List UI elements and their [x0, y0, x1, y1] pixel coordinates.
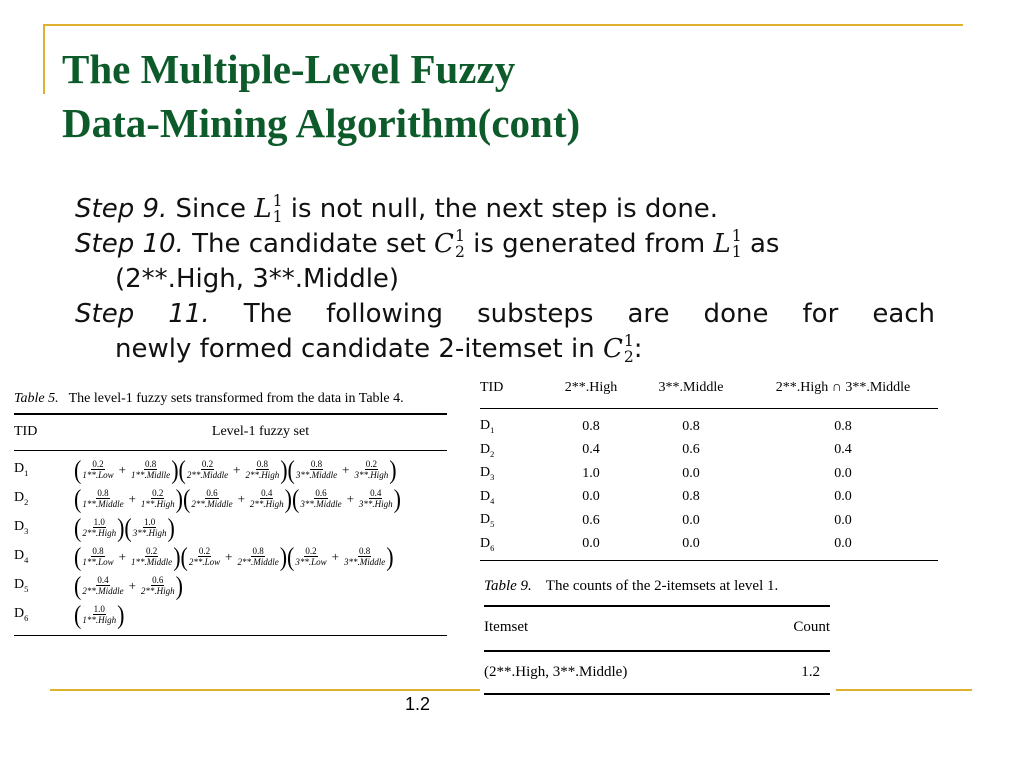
value-cell: 0.8: [834, 418, 852, 434]
open-paren: (: [178, 453, 186, 484]
left-accent-line: [43, 24, 45, 94]
plus-sign: +: [237, 490, 245, 506]
table-row: [14, 484, 447, 513]
fuzzy-set-expression: [74, 598, 125, 629]
plus-sign: +: [118, 461, 126, 477]
title-line-2: Data-Mining Algorithm(cont): [62, 100, 581, 146]
region-label: 3**.High: [354, 470, 389, 480]
set-l-symbol: L 1 1: [254, 192, 283, 226]
header-cell: 2**.High: [564, 380, 618, 395]
header-itemset: Itemset: [484, 619, 529, 635]
plus-sign: +: [128, 577, 136, 593]
region-label: 1**.Middle: [82, 499, 124, 509]
membership-value: 0.2: [92, 459, 104, 469]
value-cell: 0.0: [582, 489, 600, 505]
table-row: [480, 462, 938, 486]
close-paren: ): [173, 540, 181, 571]
table-row: [14, 571, 447, 600]
table-5-body: [14, 451, 447, 635]
fuzzy-group: [292, 482, 401, 513]
region-label: 2**.Middle: [82, 586, 124, 596]
bottom-accent-line-right: [836, 689, 972, 691]
value-cell: 1.0: [582, 465, 600, 481]
region-label: 3**.Middle: [300, 499, 342, 509]
region-label: 2**.High: [249, 499, 284, 509]
count-value: 1.2: [801, 664, 820, 680]
step-10-label: Step 10.: [75, 229, 184, 259]
open-paren: (: [74, 598, 82, 629]
header-cell: 2**.High ∩ 3**.Middle: [775, 380, 911, 395]
table-row: [480, 415, 938, 439]
fuzzy-term: [131, 459, 170, 480]
membership-value: 0.8: [358, 546, 371, 556]
tid-cell: $D_3$: [14, 519, 29, 536]
fuzzy-term: [82, 575, 123, 596]
close-paren: ): [117, 511, 125, 542]
fuzzy-term: [344, 546, 385, 567]
region-label: 1**.High: [140, 499, 175, 509]
fuzzy-group: [74, 569, 183, 600]
membership-value: 0.2: [365, 459, 377, 469]
fuzzy-set-expression: [74, 482, 401, 513]
open-paren: (: [180, 540, 188, 571]
value-cell: 0.0: [834, 536, 852, 552]
open-paren: (: [74, 482, 82, 513]
region-label: 1**.Low: [82, 470, 114, 480]
plus-sign: +: [225, 548, 233, 564]
region-label: 2**.High: [82, 528, 117, 538]
step-10-text-a: The candidate set: [192, 229, 426, 259]
fuzzy-term: [82, 488, 123, 509]
membership-value: 0.2: [152, 488, 164, 498]
fuzzy-group: [287, 540, 394, 571]
fuzzy-set-expression: [74, 453, 397, 484]
fuzzy-term: [82, 517, 116, 538]
value-cell: 0.8: [582, 418, 600, 434]
table-5-label: Table 5.: [14, 391, 59, 406]
table-9-label: Table 9.: [484, 578, 532, 594]
close-paren: ): [175, 482, 183, 513]
header-cell: TID: [480, 380, 504, 395]
close-paren: ): [284, 482, 292, 513]
membership-value: 0.8: [97, 488, 109, 498]
fuzzy-term: [237, 546, 278, 567]
region-label: 2**.Middle: [186, 470, 229, 480]
step-10: [75, 227, 935, 297]
title-line-1: The Multiple-Level Fuzzy: [62, 46, 516, 92]
close-paren: ): [175, 569, 183, 600]
close-paren: ): [171, 453, 179, 484]
membership-value: 0.6: [152, 575, 164, 585]
tid-cell: $D_1$: [14, 461, 29, 478]
value-cell: 0.0: [834, 489, 852, 505]
header-count: Count: [793, 619, 830, 635]
plus-sign: +: [342, 461, 350, 477]
set-c-symbol: C 1 2: [602, 332, 634, 366]
fuzzy-term: [82, 604, 116, 625]
membership-value: 0.8: [256, 459, 268, 469]
region-label: 2**.High: [140, 586, 175, 596]
region-label: 1**.Midlle: [130, 470, 171, 480]
fuzzy-term: [187, 459, 228, 480]
region-label: 3**.High: [132, 528, 167, 538]
table-row: [14, 542, 447, 571]
value-cell: 0.8: [682, 489, 700, 505]
close-paren: ): [280, 453, 288, 484]
table-5: [14, 391, 447, 636]
membership-value: 0.8: [252, 546, 264, 556]
membership-value: 0.2: [145, 546, 158, 556]
fuzzy-term: [82, 459, 113, 480]
tid-cell: $D_2$: [14, 490, 29, 507]
step-11-text-a: The following substeps are done for each: [243, 299, 936, 329]
fuzzy-group: [180, 540, 288, 571]
plus-sign: +: [331, 548, 339, 564]
table-9-caption: [484, 578, 830, 595]
fuzzy-term: [82, 546, 113, 567]
value-cell: 0.8: [682, 418, 700, 434]
table-row: [480, 439, 938, 463]
fuzzy-group: [74, 540, 181, 571]
page-number: 1.2: [405, 694, 431, 714]
fuzzy-group: [178, 453, 288, 484]
membership-value: 1.0: [93, 517, 105, 527]
step-10-text-b: is generated from: [473, 229, 706, 259]
open-paren: (: [183, 482, 191, 513]
fuzzy-group: [183, 482, 292, 513]
fuzzy-group: [74, 453, 179, 484]
fuzzy-group: [124, 511, 175, 542]
region-label: 2**.High: [245, 470, 280, 480]
fuzzy-term: [300, 488, 341, 509]
table-row: [480, 509, 938, 533]
close-paren: ): [117, 598, 125, 629]
table-row: [14, 600, 447, 629]
region-label: 3**.Middle: [295, 470, 338, 480]
fuzzy-term: [141, 488, 175, 509]
open-paren: (: [124, 511, 132, 542]
membership-value: 0.4: [97, 575, 109, 585]
step-11-label: Step 11.: [75, 299, 210, 329]
region-label: 1**.High: [82, 615, 117, 625]
plus-sign: +: [233, 461, 241, 477]
open-paren: (: [74, 511, 82, 542]
table-9: [484, 578, 830, 695]
table-row: [484, 652, 830, 693]
step-9-text-b: is not null, the next step is done.: [290, 194, 719, 224]
value-cell: 0.4: [834, 442, 852, 458]
plus-sign: +: [118, 548, 126, 564]
value-cell: 0.0: [682, 465, 700, 481]
step-10-continuation: (2**.High, 3**.Middle): [115, 264, 400, 294]
slide-title: [62, 42, 580, 150]
region-label: 2**.Low: [188, 557, 221, 567]
region-label: 3**.High: [358, 499, 393, 509]
open-paren: (: [287, 453, 295, 484]
tid-table-header: [480, 376, 938, 408]
plus-sign: +: [346, 490, 354, 506]
table-row: [480, 486, 938, 510]
tid-cell: $D_6$: [480, 535, 495, 553]
tid-cell: $D_1$: [480, 418, 495, 436]
fuzzy-term: [131, 546, 172, 567]
open-paren: (: [74, 569, 82, 600]
membership-value: 0.8: [92, 546, 104, 556]
algorithm-steps: [75, 192, 935, 367]
open-paren: (: [74, 453, 82, 484]
tid-cell: $D_6$: [14, 606, 29, 623]
step-11-line-2: newly formed candidate 2-itemset in C 1 2 :: [115, 332, 643, 366]
membership-value: 0.4: [370, 488, 382, 498]
fuzzy-term: [191, 488, 232, 509]
membership-value: 0.6: [206, 488, 218, 498]
membership-value: 0.6: [315, 488, 327, 498]
value-cell: 0.6: [582, 512, 600, 528]
value-cell: 0.0: [682, 512, 700, 528]
region-label: 1**.Low: [82, 557, 114, 567]
bottom-accent-line-left: [50, 689, 480, 691]
tid-cell: $D_2$: [480, 441, 495, 459]
step-11: [75, 297, 935, 367]
close-paren: ): [389, 453, 397, 484]
step-9: [75, 192, 935, 227]
fuzzy-group: [287, 453, 397, 484]
membership-value: 0.2: [198, 546, 211, 556]
top-accent-line: [43, 24, 963, 26]
membership-value: 0.2: [201, 459, 214, 469]
value-cell: 0.0: [682, 536, 700, 552]
value-cell: 0.6: [682, 442, 700, 458]
step-9-text-a: Since: [175, 194, 247, 224]
header-tid: TID: [14, 424, 38, 439]
tid-cell: $D_5$: [480, 512, 495, 530]
region-label: 2**.Middle: [191, 499, 233, 509]
fuzzy-term: [189, 546, 220, 567]
tid-cell: $D_4$: [480, 488, 495, 506]
header-fuzzy-set: Level-1 fuzzy set: [211, 424, 310, 439]
region-label: 3**.Low: [295, 557, 327, 567]
open-paren: (: [287, 540, 295, 571]
open-paren: (: [74, 540, 82, 571]
membership-value: 0.8: [310, 459, 323, 469]
plus-sign: +: [128, 490, 136, 506]
fuzzy-term: [354, 459, 388, 480]
header-cell: 3**.Middle: [658, 380, 724, 395]
membership-value: 1.0: [93, 604, 105, 614]
table-5-caption: [14, 391, 447, 407]
table-row: [14, 513, 447, 542]
table-9-caption-text: The counts of the 2-itemsets at level 1.: [545, 578, 779, 594]
region-label: 3**.Middle: [343, 557, 386, 567]
close-paren: ): [386, 540, 394, 571]
table-row: [480, 533, 938, 557]
step-9-label: Step 9.: [75, 194, 168, 224]
tid-cell: $D_5$: [14, 577, 29, 594]
value-cell: 0.0: [834, 512, 852, 528]
tid-cell: $D_3$: [480, 465, 495, 483]
close-paren: ): [393, 482, 401, 513]
region-label: 1**.Middle: [130, 557, 173, 567]
fuzzy-term: [141, 575, 175, 596]
membership-value: 1.0: [143, 517, 156, 527]
table-5-header: [14, 415, 447, 450]
fuzzy-group: [74, 482, 183, 513]
membership-value: 0.4: [261, 488, 273, 498]
set-l-symbol: L 1 1: [713, 227, 742, 261]
tid-cell: $D_4$: [14, 548, 29, 565]
fuzzy-term: [296, 459, 337, 480]
fuzzy-term: [250, 488, 284, 509]
fuzzy-set-expression: [74, 511, 175, 542]
tid-intersection-table: [480, 376, 938, 561]
fuzzy-group: [74, 511, 125, 542]
table-5-caption-text: The level-1 fuzzy sets transformed from the data in Table 4.: [68, 391, 404, 406]
value-cell: 0.0: [582, 536, 600, 552]
set-c-symbol: C 1 2: [434, 227, 465, 261]
table-row: [14, 455, 447, 484]
close-paren: ): [167, 511, 175, 542]
table-9-header: [484, 607, 830, 650]
fuzzy-term: [295, 546, 326, 567]
membership-value: 0.8: [144, 459, 157, 469]
value-cell: 0.0: [834, 465, 852, 481]
fuzzy-set-expression: [74, 569, 183, 600]
step-10-text-c: as: [749, 229, 780, 259]
fuzzy-term: [133, 517, 167, 538]
itemset-value: (2**.High, 3**.Middle): [484, 664, 628, 680]
step-11-line-1: [75, 297, 935, 332]
open-paren: (: [292, 482, 300, 513]
value-cell: 0.4: [582, 442, 600, 458]
fuzzy-term: [359, 488, 393, 509]
fuzzy-term: [245, 459, 279, 480]
fuzzy-set-expression: [74, 540, 394, 571]
tid-table-body: [480, 409, 938, 560]
fuzzy-group: [74, 598, 125, 629]
region-label: 2**.Middle: [237, 557, 279, 567]
close-paren: ): [279, 540, 288, 571]
membership-value: 0.2: [305, 546, 317, 556]
